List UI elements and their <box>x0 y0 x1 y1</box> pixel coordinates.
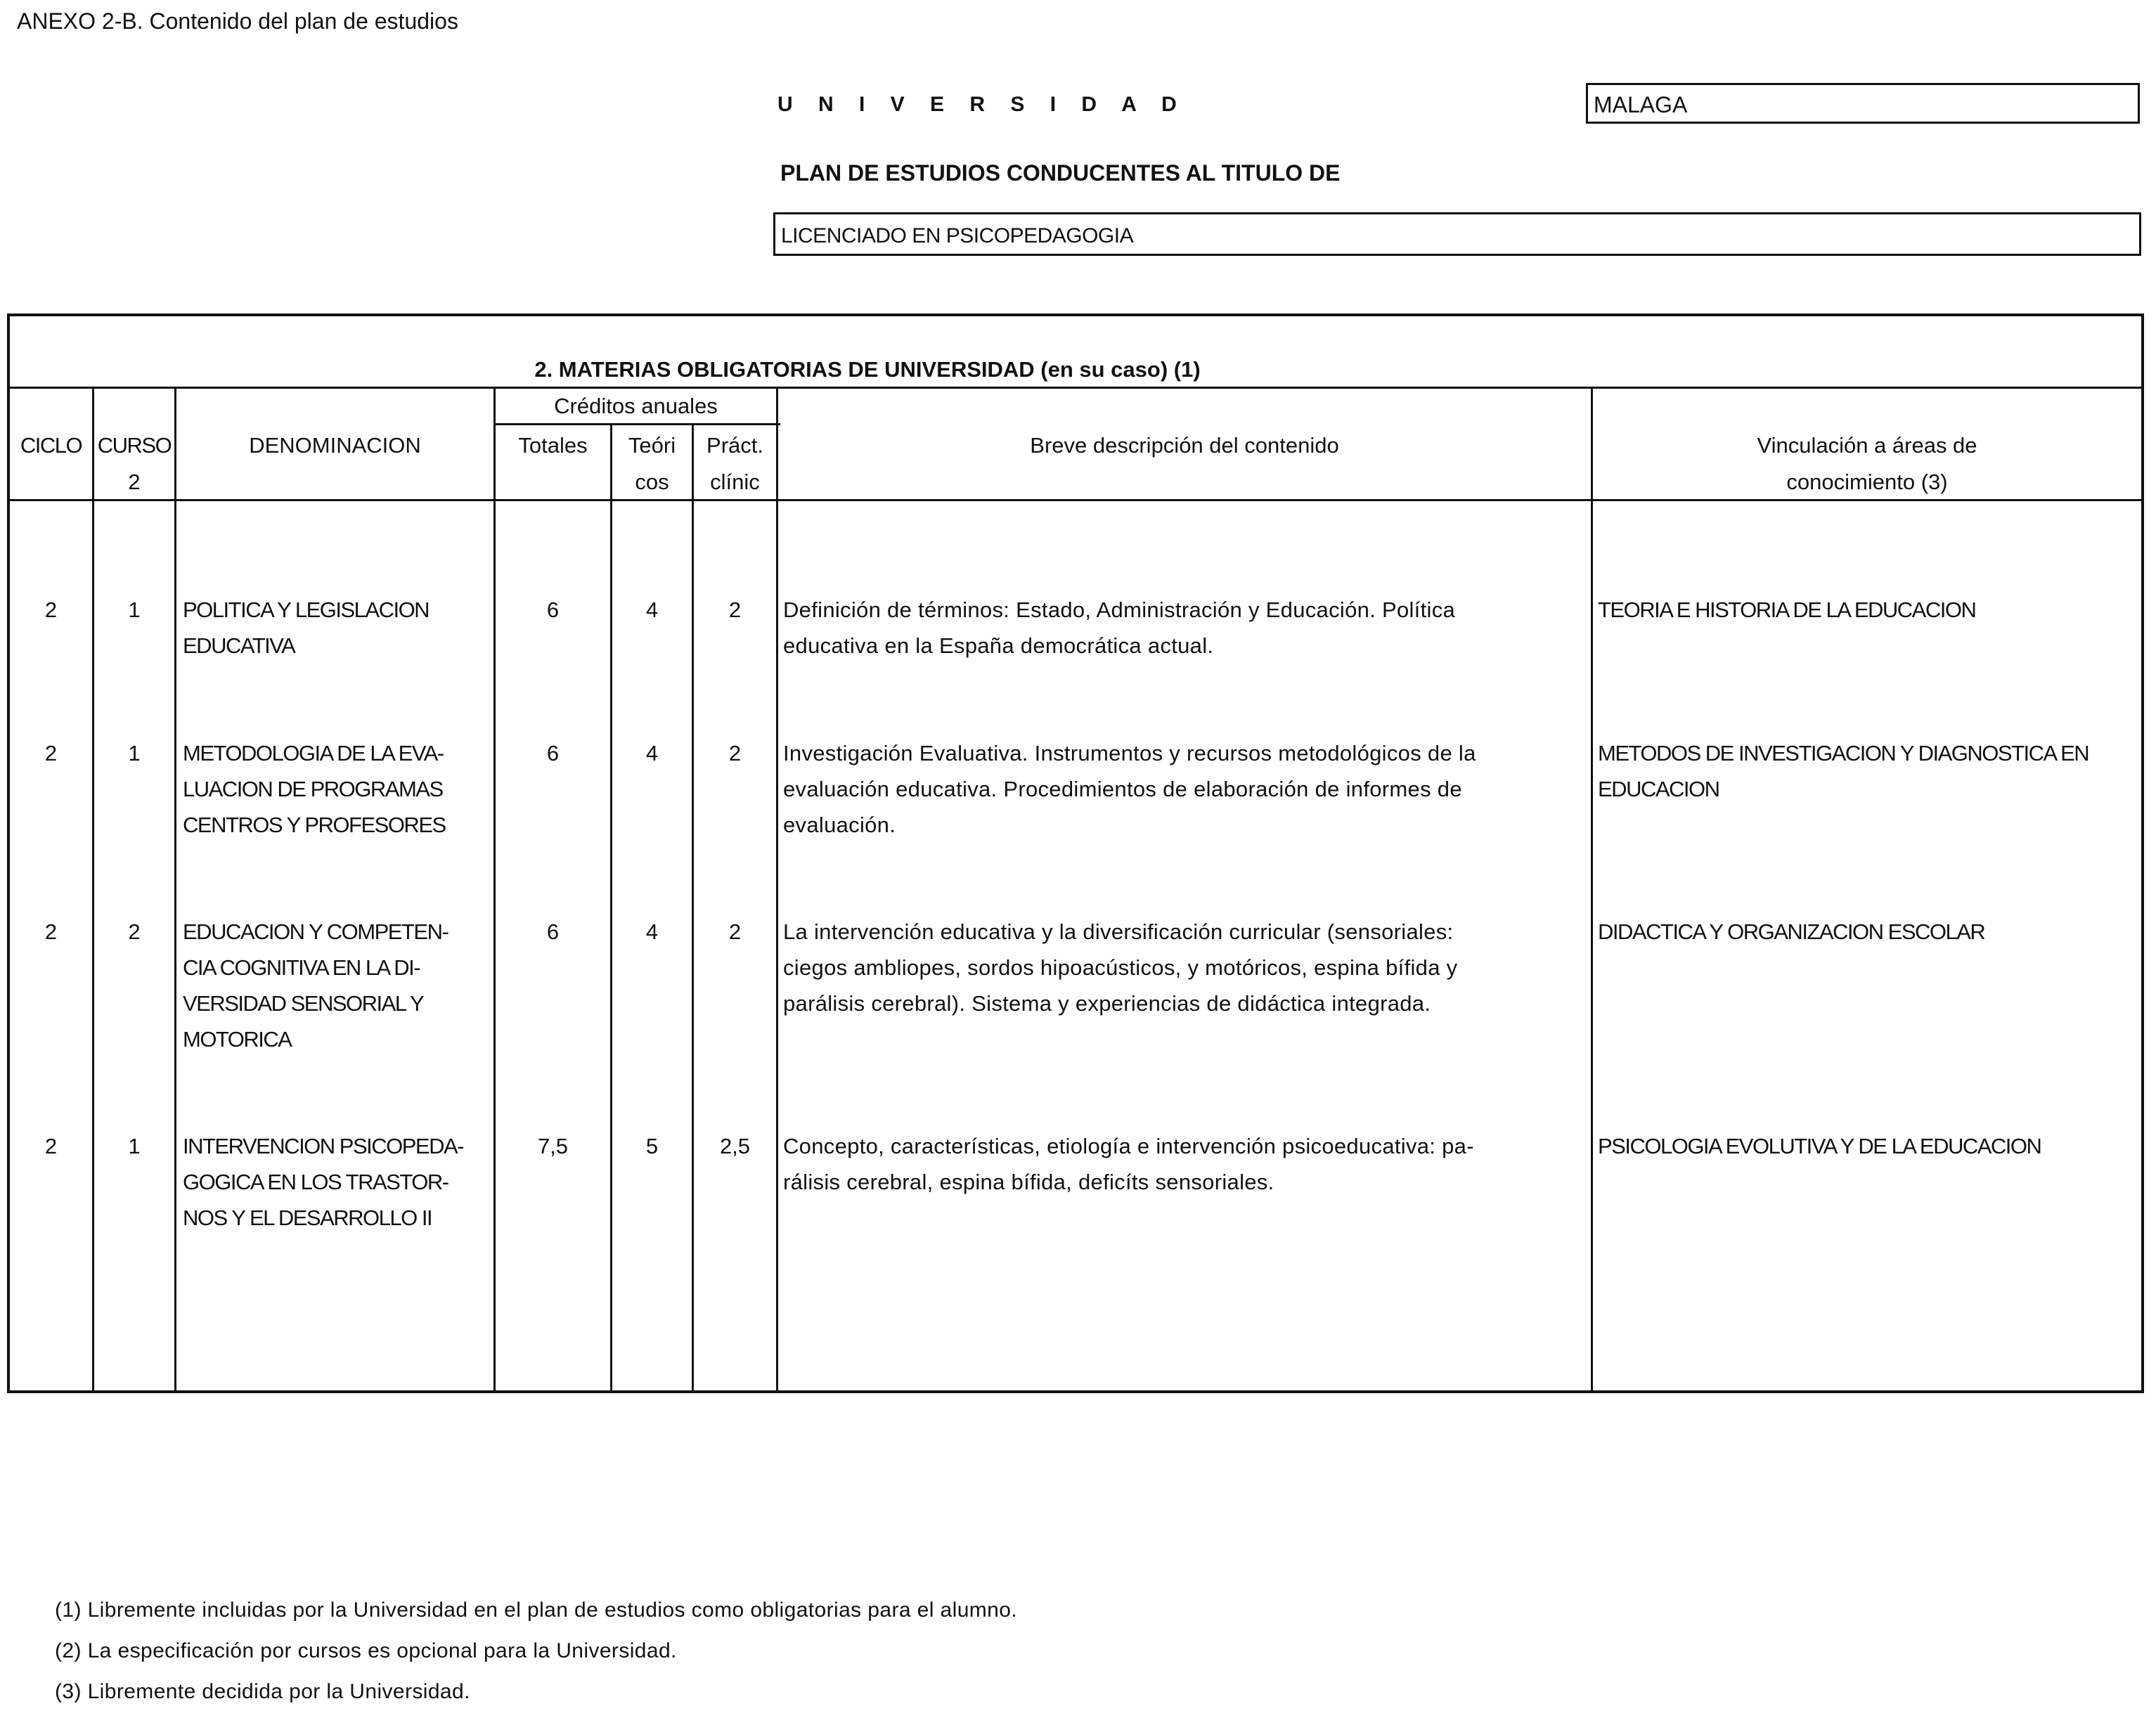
row-2-denominacion-line: CENTROS Y PROFESORES <box>183 813 446 837</box>
row-4-vinculacion-line: PSICOLOGIA EVOLUTIVA Y DE LA EDUCACION <box>1598 1134 2041 1158</box>
row-3-curso: 2 <box>128 919 141 944</box>
row-2-descripcion-line: evaluación educativa. Procedimientos de elaboración de informes de <box>783 777 1462 801</box>
row-1-practicos: 2 <box>728 597 742 622</box>
table-rule <box>92 387 94 1393</box>
table-rule <box>610 423 612 1393</box>
row-2-totales: 6 <box>546 741 560 765</box>
row-2-practicos: 2 <box>728 741 742 765</box>
row-2-vinculacion <box>1598 735 2143 807</box>
footnote-3: (3) Libremente decidida por la Universidad. <box>55 1680 470 1703</box>
row-4-denominacion-line: INTERVENCION PSICOPEDA- <box>183 1134 464 1158</box>
row-1-descripcion-line: educativa en la España democrática actual. <box>783 633 1214 658</box>
university-value-box: MALAGA <box>1586 83 2140 124</box>
row-4-denominacion <box>183 1128 492 1236</box>
row-2-denominacion-line: LUACION DE PROGRAMAS <box>183 777 443 801</box>
row-1-curso: 1 <box>128 597 141 622</box>
header-vinculacion-2: conocimiento (3) <box>1786 470 1948 494</box>
row-2-ciclo: 2 <box>44 741 58 765</box>
header-descripcion: Breve descripción del contenido <box>1030 433 1339 458</box>
table-rule <box>174 387 176 1393</box>
row-1-ciclo: 2 <box>44 597 58 622</box>
row-4-totales: 7,5 <box>537 1134 569 1158</box>
row-1-denominacion-line: POLITICA Y LEGISLACION <box>183 597 430 622</box>
row-3-teoricos: 4 <box>645 919 659 944</box>
footnotes <box>55 1590 1017 1712</box>
footnote-2: (2) La especificación por cursos es opcional para la Universidad. <box>55 1639 677 1662</box>
row-3-descripcion-line: parálisis cerebral). Sistema y experiencias de didáctica integrada. <box>783 991 1431 1016</box>
header-creditos: Créditos anuales <box>554 394 718 418</box>
row-4-practicos: 2,5 <box>719 1134 751 1158</box>
header-totales: Totales <box>518 433 588 458</box>
row-3-denominacion-line: CIA COGNITIVA EN LA DI- <box>183 955 420 980</box>
row-4-ciclo: 2 <box>44 1134 58 1158</box>
row-1-descripcion-line: Definición de términos: Estado, Administración y Educación. Política <box>783 597 1456 622</box>
row-1-vinculacion-line: TEORIA E HISTORIA DE LA EDUCACION <box>1598 597 1976 622</box>
row-3-vinculacion-line: DIDACTICA Y ORGANIZACION ESCOLAR <box>1598 919 1985 944</box>
annex-title: ANEXO 2-B. Contenido del plan de estudios <box>17 8 458 34</box>
row-3-descripcion <box>783 914 1588 1021</box>
header-practicos: Práct. <box>706 433 763 458</box>
header-teoricos: Teóri <box>628 433 676 458</box>
plan-label: PLAN DE ESTUDIOS CONDUCENTES AL TITULO DE <box>780 160 1341 186</box>
row-2-teoricos: 4 <box>645 741 659 765</box>
row-2-descripcion <box>783 735 1588 843</box>
row-4-teoricos: 5 <box>645 1134 659 1158</box>
degree-value-box: LICENCIADO EN PSICOPEDAGOGIA <box>773 212 2141 256</box>
table-rule <box>776 387 778 1393</box>
row-1-totales: 6 <box>546 597 560 622</box>
row-2-denominacion <box>183 735 492 843</box>
header-ciclo: CICLO <box>20 433 82 458</box>
row-3-vinculacion <box>1598 914 2143 950</box>
row-3-denominacion-line: VERSIDAD SENSORIAL Y <box>183 991 424 1016</box>
row-4-denominacion-line: NOS Y EL DESARROLLO II <box>183 1205 432 1230</box>
header-practicos-2: clínic <box>710 470 760 494</box>
row-2-descripcion-line: evaluación. <box>783 813 896 837</box>
row-4-denominacion-line: GOGICA EN LOS TRASTOR- <box>183 1170 448 1194</box>
row-3-descripcion-line: ciegos ambliopes, sordos hipoacústicos, y motóricos, espina bífida y <box>783 955 1458 980</box>
table-rule <box>493 387 496 1393</box>
row-3-denominacion <box>183 914 492 1057</box>
subjects-table <box>7 313 2144 1393</box>
row-1-descripcion <box>783 592 1588 664</box>
row-4-vinculacion <box>1598 1128 2143 1164</box>
row-2-vinculacion-line: METODOS DE INVESTIGACION Y DIAGNOSTICA EN <box>1598 741 2089 765</box>
row-1-denominacion-line: EDUCATIVA <box>183 633 295 658</box>
table-rule <box>1591 387 1593 1393</box>
row-4-descripcion-line: Concepto, características, etiología e intervención psicoeducativa: pa- <box>783 1134 1474 1158</box>
row-3-descripcion-line: La intervención educativa y la diversificación curricular (sensoriales: <box>783 919 1454 944</box>
row-3-denominacion-line: EDUCACION Y COMPETEN- <box>183 919 448 944</box>
row-3-practicos: 2 <box>728 919 742 944</box>
row-2-denominacion-line: METODOLOGIA DE LA EVA- <box>183 741 444 765</box>
table-rule <box>692 423 694 1393</box>
header-curso-note: 2 <box>128 470 141 494</box>
row-3-totales: 6 <box>546 919 560 944</box>
row-3-ciclo: 2 <box>44 919 58 944</box>
row-4-descripcion-line: rálisis cerebral, espina bífida, deficíts sensoriales. <box>783 1170 1274 1194</box>
row-4-curso: 1 <box>128 1134 141 1158</box>
row-2-vinculacion-line: EDUCACION <box>1598 777 1719 801</box>
row-1-denominacion <box>183 592 492 664</box>
row-4-descripcion <box>783 1128 1588 1200</box>
row-2-curso: 1 <box>128 741 141 765</box>
row-1-teoricos: 4 <box>645 597 659 622</box>
row-3-denominacion-line: MOTORICA <box>183 1027 292 1052</box>
row-1-vinculacion <box>1598 592 2143 628</box>
section-title: 2. MATERIAS OBLIGATORIAS DE UNIVERSIDAD (en su caso) (1) <box>534 357 1201 382</box>
header-denominacion: DENOMINACION <box>249 433 421 458</box>
university-label: U N I V E R S I D A D <box>777 93 1187 116</box>
header-vinculacion: Vinculación a áreas de <box>1757 433 1977 458</box>
footnote-1: (1) Libremente incluidas por la Universidad en el plan de estudios como obligatorias para el alumno. <box>55 1598 1018 1622</box>
header-curso: CURSO <box>97 433 172 458</box>
header-teoricos-2: cos <box>635 470 669 494</box>
row-2-descripcion-line: Investigación Evaluativa. Instrumentos y recursos metodológicos de la <box>783 741 1476 765</box>
